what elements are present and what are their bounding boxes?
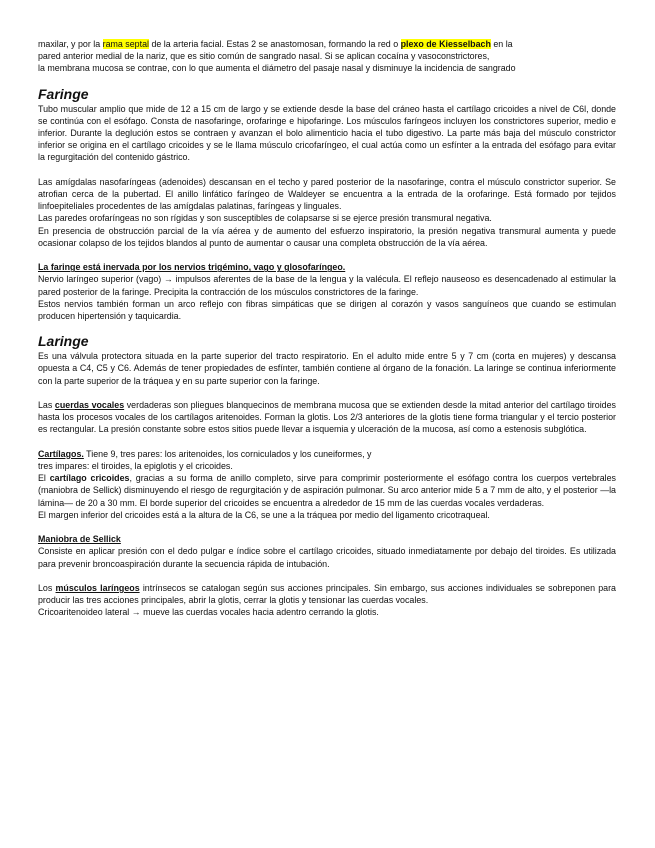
document-page: [38, 38, 616, 619]
cartilagos-line-1: [38, 448, 616, 460]
text-run: Las: [38, 400, 55, 411]
faringe-inervacion-title: La faringe está inervada por los nervios trigémino, vago y glosofaríngeo.: [38, 262, 346, 273]
intro-line-2: pared anterior medial de la nariz, que es sitio común de sangrado nasal. Si se aplican cocaína y vasoconstrictores,: [38, 51, 490, 62]
text-run: verdaderas son pliegues blanquecinos de membrana mucosa que se extienden desde la mitad anterior del cartílago tiroides hasta los procesos vocales de los cartílagos aritenoides. Forman la glotis. Los 2/3 anteriores de la glotis tiene forma triangular y el tercio posterior es rectangular. La presión constante sobre estos sitios puede llevar a isquemia y ulceración de la mucosa, así como a estenosis subglótica.: [38, 400, 616, 435]
highlight-rama-septal: rama septal: [102, 39, 149, 49]
term-cuerdas-vocales: cuerdas vocales: [54, 400, 125, 411]
text-run: intrínsecos se catalogan según sus acciones principales. Sin embargo, sus acciones individuales se sobreponen para producir las tres acciones principales, abrir la glotis, cerrar la glotis y tensionar las cuerdas vocales.: [38, 583, 616, 606]
faringe-paragraph-1: Tubo muscular amplio que mide de 12 a 15 cm de largo y se extiende desde la base del cráneo hasta el cartílago cricoides a nivel de C6l, donde se continúa con el esófago. Consta de nasofaringe, orofaringe e hipofaringe. Los músculos faríngeos incluyen los constrictores superior, medio e inferior. Durante la deglución estos se contraen y avanzan el bolo alimenticio hacia el tubo digestivo. La parte más baja del músculo constrictor inferior se origina en el cartílago cricoides y se le llama músculo cricofaríngeo, el cual actúa como un esfínter a la entrada del esófago para evitar la regurgitación del contenido gástrico.: [38, 103, 616, 163]
term-cartilagos: Cartílagos.: [38, 448, 84, 459]
highlight-plexo-kiesselbach: plexo de Kiesselbach: [400, 39, 491, 49]
term-cartilago-cricoides: cartílago cricoides: [49, 473, 130, 484]
musculos-last-line: Cricoaritenoideo lateral → mueve las cuerdas vocales hacia adentro cerrando la glotis.: [38, 607, 379, 618]
text-run: , gracias a su forma de anillo completo, sirve para comprimir posteriormente el esófago contra los cuerpos vertebrales (maniobra de Sellick) disminuyendo el riesgo de regurgitación y de aspiración pulmonar. Su arco anterior mide 5 a 7 mm de alto, y el posterior —la lámina— de 20 a 30 mm. El borde superior del cricoides se encuentra a alrededor de 15 mm de las cuerdas vocales verdaderas.: [38, 473, 616, 508]
text-run: maxilar, y por la: [38, 39, 103, 49]
cartilagos-line-2: tres impares: el tiroides, la epiglotis y el cricoides.: [38, 461, 233, 472]
heading-faringe: Faringe: [38, 85, 89, 102]
text-run: Tiene 9, tres pares: los aritenoides, los corniculados y los cuneiformes, y: [83, 448, 372, 459]
intro-line-3: la membrana mucosa se contrae, con lo que aumenta el diámetro del pasaje nasal y disminuye la incidencia de sangrado: [38, 63, 516, 74]
text-run: de la arteria facial. Estas 2 se anastomosan, formando la red o: [149, 39, 401, 49]
term-musculos-laringeos: músculos laríngeos: [55, 583, 140, 594]
cuerdas-vocales-paragraph: [38, 399, 616, 436]
cricoides-paragraph: [38, 472, 616, 509]
laringe-paragraph-1: Es una válvula protectora situada en la parte superior del tracto respiratorio. En el adulto mide entre 5 y 7 cm (corta en mujeres) y descansa opuesta a C4, C5 y C6. Además de tener propiedades de esfínter, también contiene al órgano de la fonación. La laringe se continua inferiormente con la parte superior de la tráquea y en su parte superior con la faringe.: [38, 351, 616, 386]
text-run: El: [38, 473, 50, 484]
text-run: en la: [490, 39, 513, 49]
intro-line-1: [38, 38, 616, 50]
cricoides-margin-line: El margen inferior del cricoides está a la altura de la C6, se une a la tráquea por medio del ligamento cricotraqueal.: [38, 509, 490, 520]
text-run: Los: [38, 583, 56, 594]
musculos-paragraph: [38, 582, 616, 606]
faringe-paragraph-3: Las paredes orofaríngeas no son rígidas y son susceptibles de colapsarse si se ejerce presión transmural negativa.: [38, 213, 492, 224]
faringe-inervacion-2: Estos nervios también forman un arco reflejo con fibras simpáticas que se dirigen al corazón y vasos sanguíneos que cuando se estimulan producen hipertensión y taquicardia.: [38, 298, 616, 322]
faringe-paragraph-2: Las amígdalas nasofaríngeas (adenoides) descansan en el techo y pared posterior de la nasofaringe, contra el músculo constrictor superior. Se atrofian cerca de la pubertad. El anillo linfático faríngeo de Waldeyer se encuentra a la entrada de la orofaringe. Está formado por tejidos linfoepiteliales procedentes de las amígdalas palatinas, faríngeas y linguales.: [38, 176, 616, 212]
heading-laringe: Laringe: [38, 333, 89, 350]
sellick-paragraph: Consiste en aplicar presión con el dedo pulgar e índice sobre el cartílago cricoides, situado inmediatamente por debajo del tiroides. Es utilizada para prevenir broncoaspiración durante la secuencia rápida de intubación.: [38, 546, 616, 569]
heading-maniobra-sellick: Maniobra de Sellick: [38, 534, 121, 545]
faringe-inervacion-1: Nervio laríngeo superior (vago) → impulsos aferentes de la base de la lengua y la valécula. El reflejo nauseoso es desencadenado al estimular la pared posterior de la faringe. Precipita la contracción de los músculos constrictores de la faringe.: [38, 274, 616, 297]
faringe-paragraph-4: En presencia de obstrucción parcial de la vía aérea y de aumento del esfuerzo inspiratorio, la presión negativa transmural aumenta y puede ocasionar colapso de los tejidos blandos al punto de aumentar o causar una completa obstrucción de la vía aérea.: [38, 225, 616, 248]
